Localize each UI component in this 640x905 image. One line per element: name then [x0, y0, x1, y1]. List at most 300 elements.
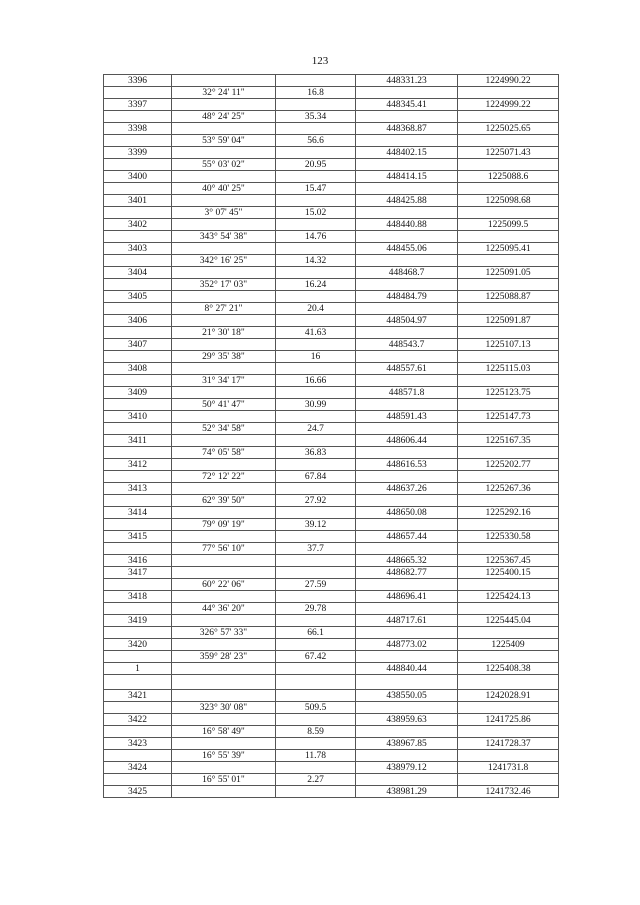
- bearing-cell: 29° 35' 38": [172, 351, 276, 363]
- table-row: [104, 750, 559, 762]
- y-coordinate-cell: 1241725.86: [458, 714, 559, 726]
- distance-cell: 67.84: [276, 471, 356, 483]
- y-coordinate-cell: [458, 231, 559, 243]
- bearing-cell: [172, 123, 276, 135]
- distance-cell: 29.78: [276, 603, 356, 615]
- distance-cell: [276, 315, 356, 327]
- table-row: [104, 87, 559, 99]
- table-row: [104, 75, 559, 87]
- x-coordinate-cell: 448331.23: [356, 75, 458, 87]
- point-number-cell: 3416: [104, 555, 172, 567]
- distance-cell: 16.24: [276, 279, 356, 291]
- bearing-cell: [172, 387, 276, 399]
- table-row: [104, 690, 559, 702]
- point-number-cell: 3398: [104, 123, 172, 135]
- x-coordinate-cell: 438979.12: [356, 762, 458, 774]
- y-coordinate-cell: [458, 774, 559, 786]
- x-coordinate-cell: 448665.32: [356, 555, 458, 567]
- distance-cell: 24.7: [276, 423, 356, 435]
- bearing-cell: [172, 315, 276, 327]
- point-number-cell: [104, 423, 172, 435]
- point-number-cell: [104, 207, 172, 219]
- distance-cell: 56.6: [276, 135, 356, 147]
- distance-cell: 15.02: [276, 207, 356, 219]
- point-number-cell: 3396: [104, 75, 172, 87]
- bearing-cell: 8° 27' 21": [172, 303, 276, 315]
- page-number: 123: [311, 55, 329, 67]
- distance-cell: 20.95: [276, 159, 356, 171]
- y-coordinate-cell: 1225099.5: [458, 219, 559, 231]
- point-number-cell: [104, 183, 172, 195]
- bearing-cell: 77° 56' 10": [172, 543, 276, 555]
- point-number-cell: [104, 774, 172, 786]
- bearing-cell: [172, 435, 276, 447]
- x-coordinate-cell: 448557.61: [356, 363, 458, 375]
- distance-cell: [276, 291, 356, 303]
- table-row: [104, 714, 559, 726]
- distance-cell: 30.99: [276, 399, 356, 411]
- distance-cell: [276, 75, 356, 87]
- y-coordinate-cell: [458, 675, 559, 690]
- bearing-cell: 16° 55' 01": [172, 774, 276, 786]
- point-number-cell: [104, 375, 172, 387]
- bearing-cell: [172, 786, 276, 798]
- distance-cell: 67.42: [276, 651, 356, 663]
- distance-cell: 20.4: [276, 303, 356, 315]
- x-coordinate-cell: [356, 111, 458, 123]
- x-coordinate-cell: [356, 255, 458, 267]
- table-row: [104, 147, 559, 159]
- bearing-cell: [172, 339, 276, 351]
- point-number-cell: 3419: [104, 615, 172, 627]
- bearing-cell: [172, 219, 276, 231]
- point-number-cell: [104, 159, 172, 171]
- y-coordinate-cell: 1224990.22: [458, 75, 559, 87]
- bearing-cell: [172, 591, 276, 603]
- bearing-cell: [172, 738, 276, 750]
- table-row: [104, 219, 559, 231]
- point-number-cell: 3399: [104, 147, 172, 159]
- x-coordinate-cell: 438981.29: [356, 786, 458, 798]
- x-coordinate-cell: 448345.41: [356, 99, 458, 111]
- y-coordinate-cell: 1225409: [458, 639, 559, 651]
- distance-cell: 2.27: [276, 774, 356, 786]
- bearing-cell: 40° 40' 25": [172, 183, 276, 195]
- bearing-cell: 352° 17' 03": [172, 279, 276, 291]
- bearing-cell: [172, 411, 276, 423]
- point-number-cell: [104, 231, 172, 243]
- table-row: [104, 339, 559, 351]
- bearing-cell: [172, 171, 276, 183]
- y-coordinate-cell: [458, 135, 559, 147]
- x-coordinate-cell: [356, 471, 458, 483]
- point-number-cell: 3404: [104, 267, 172, 279]
- x-coordinate-cell: [356, 651, 458, 663]
- bearing-cell: [172, 459, 276, 471]
- x-coordinate-cell: 448773.02: [356, 639, 458, 651]
- y-coordinate-cell: 1225091.87: [458, 315, 559, 327]
- distance-cell: [276, 483, 356, 495]
- distance-cell: 15.47: [276, 183, 356, 195]
- distance-cell: 37.7: [276, 543, 356, 555]
- y-coordinate-cell: [458, 702, 559, 714]
- bearing-cell: [172, 615, 276, 627]
- y-coordinate-cell: [458, 519, 559, 531]
- y-coordinate-cell: [458, 543, 559, 555]
- table-row: [104, 495, 559, 507]
- x-coordinate-cell: [356, 159, 458, 171]
- y-coordinate-cell: [458, 327, 559, 339]
- bearing-cell: [172, 690, 276, 702]
- x-coordinate-cell: 448616.53: [356, 459, 458, 471]
- bearing-cell: 31° 34' 17": [172, 375, 276, 387]
- distance-cell: [276, 639, 356, 651]
- table-row: [104, 123, 559, 135]
- y-coordinate-cell: [458, 579, 559, 591]
- table-row: [104, 291, 559, 303]
- distance-cell: [276, 363, 356, 375]
- bearing-cell: 55° 03' 02": [172, 159, 276, 171]
- y-coordinate-cell: 1225167.35: [458, 435, 559, 447]
- y-coordinate-cell: [458, 423, 559, 435]
- x-coordinate-cell: [356, 351, 458, 363]
- point-number-cell: 3408: [104, 363, 172, 375]
- bearing-cell: 326° 57' 33": [172, 627, 276, 639]
- point-number-cell: [104, 255, 172, 267]
- bearing-cell: 60° 22' 06": [172, 579, 276, 591]
- table-row: [104, 135, 559, 147]
- y-coordinate-cell: 1225107.13: [458, 339, 559, 351]
- x-coordinate-cell: [356, 495, 458, 507]
- table-row: [104, 615, 559, 627]
- x-coordinate-cell: 448637.26: [356, 483, 458, 495]
- distance-cell: [276, 339, 356, 351]
- table-row: [104, 531, 559, 543]
- y-coordinate-cell: 1225202.77: [458, 459, 559, 471]
- x-coordinate-cell: 448425.88: [356, 195, 458, 207]
- y-coordinate-cell: [458, 651, 559, 663]
- point-number-cell: [104, 471, 172, 483]
- y-coordinate-cell: [458, 87, 559, 99]
- table-row: [104, 111, 559, 123]
- y-coordinate-cell: 1225400.15: [458, 567, 559, 579]
- y-coordinate-cell: [458, 351, 559, 363]
- distance-cell: 8.59: [276, 726, 356, 738]
- table-row: [104, 171, 559, 183]
- point-number-cell: 3413: [104, 483, 172, 495]
- x-coordinate-cell: [356, 303, 458, 315]
- distance-cell: 66.1: [276, 627, 356, 639]
- x-coordinate-cell: [356, 135, 458, 147]
- point-number-cell: [104, 675, 172, 690]
- x-coordinate-cell: 438967.85: [356, 738, 458, 750]
- table-row: [104, 702, 559, 714]
- x-coordinate-cell: [356, 675, 458, 690]
- bearing-cell: 50° 41' 47": [172, 399, 276, 411]
- x-coordinate-cell: [356, 579, 458, 591]
- table-row: [104, 591, 559, 603]
- bearing-cell: 21° 30' 18": [172, 327, 276, 339]
- x-coordinate-cell: [356, 627, 458, 639]
- distance-cell: [276, 762, 356, 774]
- point-number-cell: [104, 726, 172, 738]
- table-row: [104, 399, 559, 411]
- x-coordinate-cell: [356, 399, 458, 411]
- x-coordinate-cell: 448468.7: [356, 267, 458, 279]
- y-coordinate-cell: 1225095.41: [458, 243, 559, 255]
- bearing-cell: 79° 09' 19": [172, 519, 276, 531]
- x-coordinate-cell: [356, 231, 458, 243]
- distance-cell: [276, 663, 356, 675]
- table-row: [104, 459, 559, 471]
- y-coordinate-cell: 1225445.04: [458, 615, 559, 627]
- x-coordinate-cell: [356, 750, 458, 762]
- y-coordinate-cell: 1225091.05: [458, 267, 559, 279]
- point-number-cell: 3423: [104, 738, 172, 750]
- point-number-cell: [104, 750, 172, 762]
- x-coordinate-cell: 438959.63: [356, 714, 458, 726]
- y-coordinate-cell: 1225330.58: [458, 531, 559, 543]
- point-number-cell: [104, 87, 172, 99]
- point-number-cell: [104, 399, 172, 411]
- x-coordinate-cell: 448717.61: [356, 615, 458, 627]
- x-coordinate-cell: 448682.77: [356, 567, 458, 579]
- x-coordinate-cell: [356, 279, 458, 291]
- y-coordinate-cell: [458, 183, 559, 195]
- y-coordinate-cell: [458, 303, 559, 315]
- point-number-cell: [104, 519, 172, 531]
- y-coordinate-cell: 1225088.6: [458, 171, 559, 183]
- table-row: [104, 738, 559, 750]
- point-number-cell: 3400: [104, 171, 172, 183]
- table-row: [104, 762, 559, 774]
- x-coordinate-cell: 438550.05: [356, 690, 458, 702]
- y-coordinate-cell: [458, 627, 559, 639]
- point-number-cell: [104, 702, 172, 714]
- y-coordinate-cell: [458, 375, 559, 387]
- bearing-cell: [172, 531, 276, 543]
- table-row: [104, 774, 559, 786]
- table-row: [104, 651, 559, 663]
- table-row: [104, 327, 559, 339]
- distance-cell: 39.12: [276, 519, 356, 531]
- table-row: [104, 507, 559, 519]
- point-number-cell: [104, 603, 172, 615]
- table-row: [104, 279, 559, 291]
- table-row: [104, 543, 559, 555]
- table-row: [104, 207, 559, 219]
- bearing-cell: [172, 567, 276, 579]
- distance-cell: [276, 219, 356, 231]
- y-coordinate-cell: 1241728.37: [458, 738, 559, 750]
- point-number-cell: [104, 627, 172, 639]
- x-coordinate-cell: 448402.15: [356, 147, 458, 159]
- bearing-cell: [172, 663, 276, 675]
- bearing-cell: 74° 05' 58": [172, 447, 276, 459]
- bearing-cell: [172, 714, 276, 726]
- distance-cell: 11.78: [276, 750, 356, 762]
- table-row: [104, 159, 559, 171]
- point-number-cell: 3422: [104, 714, 172, 726]
- x-coordinate-cell: 448484.79: [356, 291, 458, 303]
- y-coordinate-cell: [458, 279, 559, 291]
- y-coordinate-cell: [458, 726, 559, 738]
- point-number-cell: [104, 495, 172, 507]
- x-coordinate-cell: [356, 423, 458, 435]
- bearing-cell: 323° 30' 08": [172, 702, 276, 714]
- table-row: [104, 471, 559, 483]
- distance-cell: [276, 591, 356, 603]
- distance-cell: 27.92: [276, 495, 356, 507]
- bearing-cell: 53° 59' 04": [172, 135, 276, 147]
- bearing-cell: 62° 39' 50": [172, 495, 276, 507]
- y-coordinate-cell: 1225115.03: [458, 363, 559, 375]
- x-coordinate-cell: 448650.08: [356, 507, 458, 519]
- y-coordinate-cell: 1241731.8: [458, 762, 559, 774]
- distance-cell: [276, 99, 356, 111]
- table-row: [104, 447, 559, 459]
- table-row: [104, 303, 559, 315]
- point-number-cell: [104, 543, 172, 555]
- point-number-cell: 3410: [104, 411, 172, 423]
- point-number-cell: 3418: [104, 591, 172, 603]
- y-coordinate-cell: 1225088.87: [458, 291, 559, 303]
- point-number-cell: [104, 111, 172, 123]
- x-coordinate-cell: 448504.97: [356, 315, 458, 327]
- table-row: [104, 255, 559, 267]
- y-coordinate-cell: 1225098.68: [458, 195, 559, 207]
- distance-cell: [276, 567, 356, 579]
- coordinates-table-body: [104, 75, 559, 798]
- table-row: [104, 726, 559, 738]
- x-coordinate-cell: 448571.8: [356, 387, 458, 399]
- table-row: [104, 603, 559, 615]
- table-row: [104, 627, 559, 639]
- distance-cell: 16.8: [276, 87, 356, 99]
- point-number-cell: [104, 303, 172, 315]
- x-coordinate-cell: [356, 543, 458, 555]
- table-row: [104, 183, 559, 195]
- table-row: [104, 231, 559, 243]
- bearing-cell: [172, 639, 276, 651]
- distance-cell: 16.66: [276, 375, 356, 387]
- point-number-cell: 3401: [104, 195, 172, 207]
- y-coordinate-cell: 1241732.46: [458, 786, 559, 798]
- y-coordinate-cell: 1224999.22: [458, 99, 559, 111]
- point-number-cell: 3417: [104, 567, 172, 579]
- point-number-cell: [104, 135, 172, 147]
- bearing-cell: [172, 363, 276, 375]
- point-number-cell: [104, 651, 172, 663]
- table-row: [104, 519, 559, 531]
- bearing-cell: [172, 147, 276, 159]
- distance-cell: [276, 123, 356, 135]
- x-coordinate-cell: 448591.43: [356, 411, 458, 423]
- distance-cell: [276, 738, 356, 750]
- x-coordinate-cell: [356, 519, 458, 531]
- y-coordinate-cell: 1225292.16: [458, 507, 559, 519]
- x-coordinate-cell: [356, 726, 458, 738]
- bearing-cell: [172, 291, 276, 303]
- bearing-cell: 72° 12' 22": [172, 471, 276, 483]
- point-number-cell: [104, 279, 172, 291]
- table-row: [104, 663, 559, 675]
- y-coordinate-cell: 1225123.75: [458, 387, 559, 399]
- distance-cell: 14.32: [276, 255, 356, 267]
- point-number-cell: 3405: [104, 291, 172, 303]
- y-coordinate-cell: [458, 255, 559, 267]
- distance-cell: [276, 387, 356, 399]
- distance-cell: [276, 507, 356, 519]
- bearing-cell: 52° 34' 58": [172, 423, 276, 435]
- bearing-cell: 342° 16' 25": [172, 255, 276, 267]
- x-coordinate-cell: 448696.41: [356, 591, 458, 603]
- y-coordinate-cell: [458, 495, 559, 507]
- table-row: [104, 555, 559, 567]
- bearing-cell: 16° 55' 39": [172, 750, 276, 762]
- table-row: [104, 243, 559, 255]
- point-number-cell: 3403: [104, 243, 172, 255]
- bearing-cell: 44° 36' 20": [172, 603, 276, 615]
- y-coordinate-cell: 1225147.73: [458, 411, 559, 423]
- point-number-cell: 3421: [104, 690, 172, 702]
- distance-cell: 27.59: [276, 579, 356, 591]
- table-row: [104, 375, 559, 387]
- y-coordinate-cell: [458, 471, 559, 483]
- distance-cell: 14.76: [276, 231, 356, 243]
- y-coordinate-cell: [458, 603, 559, 615]
- table-row: [104, 483, 559, 495]
- distance-cell: 36.83: [276, 447, 356, 459]
- point-number-cell: 3412: [104, 459, 172, 471]
- bearing-cell: [172, 195, 276, 207]
- bearing-cell: [172, 675, 276, 690]
- table-row: [104, 675, 559, 690]
- bearing-cell: [172, 75, 276, 87]
- distance-cell: [276, 615, 356, 627]
- point-number-cell: 3415: [104, 531, 172, 543]
- table-row: [104, 639, 559, 651]
- table-row: [104, 387, 559, 399]
- y-coordinate-cell: 1225367.45: [458, 555, 559, 567]
- x-coordinate-cell: [356, 375, 458, 387]
- distance-cell: [276, 195, 356, 207]
- bearing-cell: 48° 24' 25": [172, 111, 276, 123]
- x-coordinate-cell: [356, 603, 458, 615]
- x-coordinate-cell: 448455.06: [356, 243, 458, 255]
- distance-cell: [276, 690, 356, 702]
- point-number-cell: 3425: [104, 786, 172, 798]
- x-coordinate-cell: 448543.7: [356, 339, 458, 351]
- table-row: [104, 579, 559, 591]
- distance-cell: [276, 435, 356, 447]
- bearing-cell: [172, 99, 276, 111]
- y-coordinate-cell: [458, 399, 559, 411]
- table-row: [104, 786, 559, 798]
- point-number-cell: [104, 351, 172, 363]
- x-coordinate-cell: 448368.87: [356, 123, 458, 135]
- distance-cell: [276, 714, 356, 726]
- bearing-cell: [172, 243, 276, 255]
- table-row: [104, 411, 559, 423]
- table-row: [104, 267, 559, 279]
- distance-cell: 16: [276, 351, 356, 363]
- y-coordinate-cell: 1225267.36: [458, 483, 559, 495]
- distance-cell: [276, 459, 356, 471]
- bearing-cell: 3° 07' 45": [172, 207, 276, 219]
- point-number-cell: [104, 327, 172, 339]
- point-number-cell: 3414: [104, 507, 172, 519]
